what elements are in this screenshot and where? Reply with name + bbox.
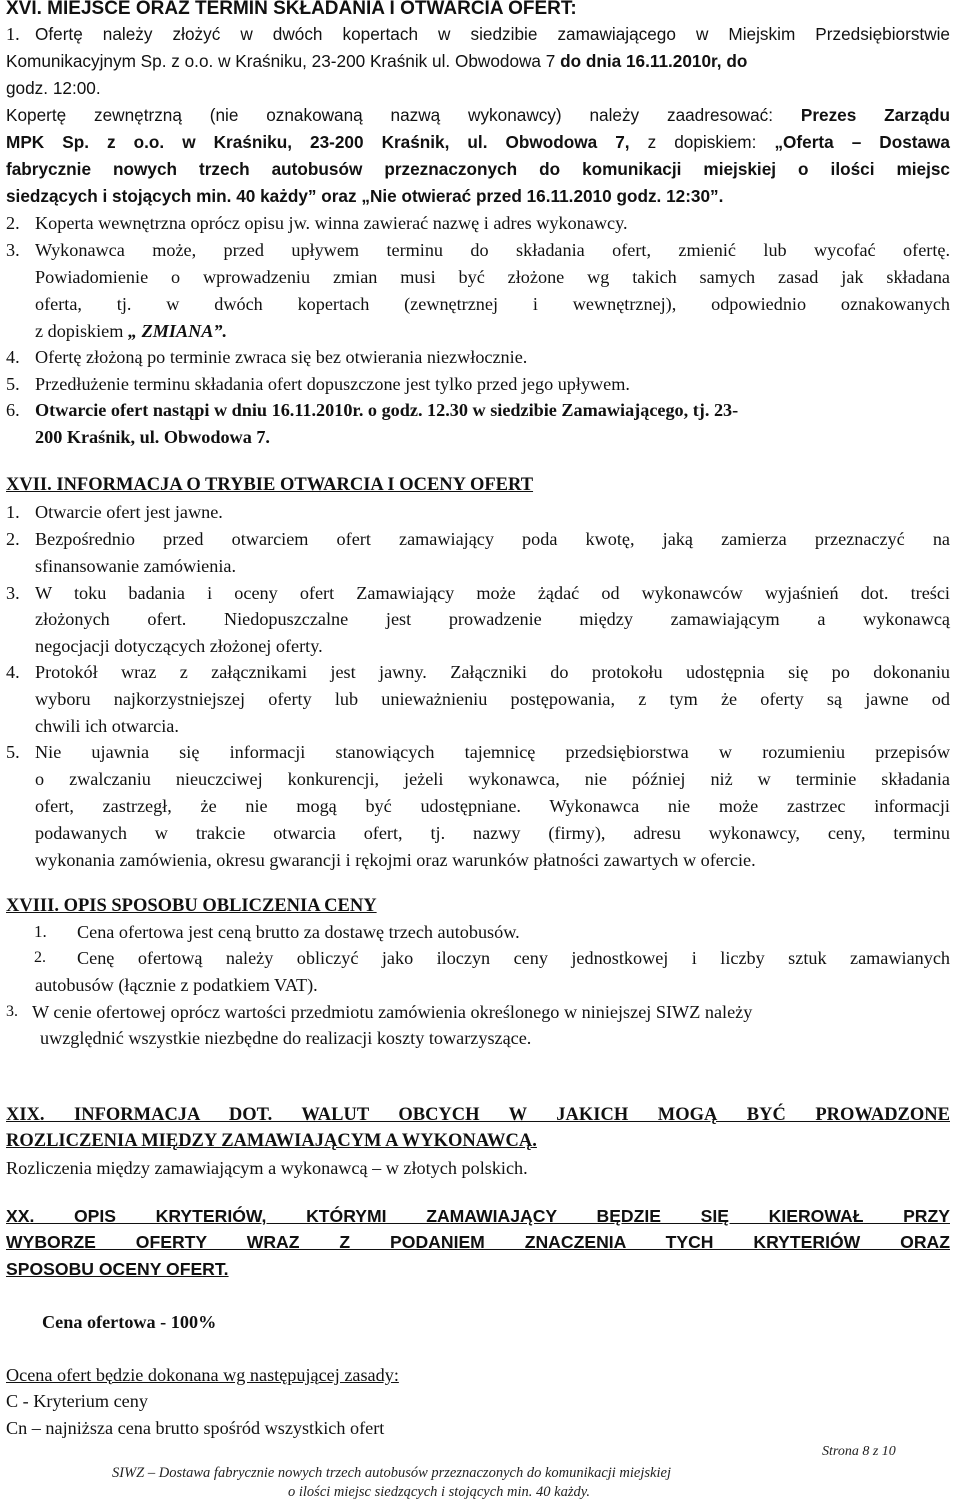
s17-item-3-num: 3. [6,583,20,603]
s18-item-2-line: Cenę ofertową należy obliczyć jako iloczyn ceny jednostkowej i liczby sztuk zamawianych [77,948,950,968]
s17-item-5-line: Nie ujawnia się informacji stanowiących tajemnicę przedsiębiorstwa w rozumieniu przepisów [35,742,950,762]
section-19-heading-line2: ROZLICZENIA MIĘDZY ZAMAWIAJĄCYM A WYKONAWCĄ. [6,1131,537,1151]
s17-item-1-num: 1. [6,502,20,522]
s17-item-3-line: W toku badania i oceny ofert Zamawiający może żądać od wykonawców wyjaśnień dot. treści [35,583,950,603]
s16-item-3-line: oferta, tj. w dwóch kopertach (zewnętrznej i wewnętrznej), odpowiednio oznakowanych [35,294,950,314]
s16-item-1-line: fabrycznie nowych trzech autobusów przeznaczonych do komunikacji miejskiej o ilości miejsc [6,159,950,179]
criterion-c-definition: C - Kryterium ceny [6,1391,148,1411]
criterion-cn-definition: Cn – najniższa cena brutto spośród wszystkich ofert [6,1418,385,1438]
s17-item-2-line: sfinansowanie zamówienia. [35,556,237,576]
s16-item-4-num: 4. [6,347,20,367]
s18-item-3-line: W cenie ofertowej oprócz wartości przedmiotu zamówienia określonego w niniejszej SIWZ należy [32,1002,753,1022]
s17-item-1-text: Otwarcie ofert jest jawne. [35,502,223,522]
section-20-heading-line2: WYBORZE OFERTY WRAZ Z PODANIEM ZNACZENIA TYCH KRYTERIÓW ORAZ [6,1232,950,1252]
s16-item-3-num: 3. [6,240,20,260]
s17-item-4-line: Protokół wraz z załącznikami jest jawny. Załączniki do protokołu udostępnia się po dokonaniu [35,662,950,682]
section-20-heading-line3: SPOSOBU OCENY OFERT. [6,1259,229,1279]
s17-item-5-num: 5. [6,742,20,762]
s16-item-5-num: 5. [6,374,20,394]
s18-item-1-text: Cena ofertowa jest ceną brutto za dostawę trzech autobusów. [77,922,520,942]
s17-item-3-line: złożonych ofert. Niedopuszczalne jest prowadzenie między zamawiającym a wykonawcą [35,609,950,629]
s17-item-5-line: ofert, zastrzegł, że nie mogą być udostępniane. Wykonawca nie może zastrzec informacji [35,796,950,816]
s16-item-1-line: siedzących i stojących min. 40 każdy” oraz „Nie otwierać przed 16.11.2010 godz. 12:30”. [6,186,724,206]
s16-item-6-line: Otwarcie ofert nastąpi w dniu 16.11.2010r. o godz. 12.30 w siedzibie Zamawiającego, tj. 23- [35,400,739,420]
s16-item-3-line: Wykonawca może, przed upływem terminu do składania ofert, zmienić lub wycofać ofertę. [35,240,950,260]
section-16-heading: XVI. MIEJSCE ORAZ TERMIN SKŁADANIA I OTWARCIA OFERT: [6,0,577,19]
s17-item-3-line: negocjacji dotyczących złożonej oferty. [35,636,323,656]
s18-item-3-line: uwzględnić wszystkie niezbędne do realizacji koszty towarzyszące. [40,1028,532,1048]
s17-item-4-num: 4. [6,662,20,682]
page-number: Strona 8 z 10 [822,1444,896,1459]
s16-item-1-line: Komunikacyjnym Sp. z o.o. w Kraśniku, 23-200 Kraśnik ul. Obwodowa 7 do dnia 16.11.2010r, do [6,51,748,71]
s16-item-5-text: Przedłużenie terminu składania ofert dopuszczone jest tylko przed jego upływem. [35,374,630,394]
s16-item-4-text: Ofertę złożoną po terminie zwraca się bez otwierania niezwłocznie. [35,347,528,367]
s18-item-2-num: 2. [34,949,46,966]
s17-item-5-line: wykonania zamówienia, okresu gwarancji i rękojmi oraz warunków płatności zawartych w ofercie. [35,850,756,870]
s16-item-1-line: Ofertę należy złożyć w dwóch kopertach w siedzibie zamawiającego w Miejskim Przedsiębiorstwie [35,24,950,44]
s16-item-3-line: z dopiskiem „ ZMIANA”. [35,321,227,341]
s18-item-2-line: autobusów (łącznie z podatkiem VAT). [35,975,318,995]
s16-item-1-num: 1. [6,24,20,44]
footer-line-1: SIWZ – Dostawa fabrycznie nowych trzech autobusów przeznaczonych do komunikacji miejskiej [112,1465,671,1481]
s16-item-1-line: godz. 12:00. [6,78,101,98]
section-18-heading: XVIII. OPIS SPOSOBU OBLICZENIA CENY [6,896,377,916]
s16-item-1-line: Kopertę zewnętrzną (nie oznakowaną nazwą wykonawcy) należy zaadresować: Prezes Zarządu [6,105,950,125]
s16-item-2-num: 2. [6,213,20,233]
s17-item-2-line: Bezpośrednio przed otwarciem ofert zamawiający poda kwotę, jaką zamierza przeznaczyć na [35,529,950,549]
section-20-heading: XX. OPIS KRYTERIÓW, KTÓRYMI ZAMAWIAJĄCY BĘDZIE SIĘ KIEROWAŁ PRZY [6,1206,950,1226]
s16-item-3-line: Powiadomienie o wprowadzeniu zmian musi być złożone wg takich samych zasad jak składana [35,267,950,287]
s17-item-4-line: wyboru najkorzystniejszej oferty lub unieważnieniu postępowania, z tym że oferty są jawne od [35,689,950,709]
section-19-heading: XIX. INFORMACJA DOT. WALUT OBCYCH W JAKICH MOGĄ BYĆ PROWADZONE [6,1105,950,1125]
s16-item-6-line: 200 Kraśnik, ul. Obwodowa 7. [35,427,270,447]
footer-line-2: o ilości miejsc siedzących i stojących min. 40 każdy. [288,1484,591,1500]
s16-item-6-num: 6. [6,400,20,420]
s18-item-1-num: 1. [34,922,47,941]
s18-item-3-num: 3. [6,1003,18,1020]
evaluation-rule: Ocena ofert będzie dokonana wg następującej zasady: [6,1365,399,1385]
s16-item-1-line: MPK Sp. z o.o. w Kraśniku, 23-200 Kraśnik, ul. Obwodowa 7, z dopiskiem: „Oferta – Dostawa [6,132,950,152]
s17-item-5-line: o zwalczaniu nieuczciwej konkurencji, jeżeli wykonawca, nie później niż w terminie składania [35,769,950,789]
s16-item-2-text: Koperta wewnętrzna oprócz opisu jw. winna zawierać nazwę i adres wykonawcy. [35,213,628,233]
s17-item-2-num: 2. [6,529,20,549]
s17-item-5-line: podawanych w trakcie otwarcia ofert, tj. nazwy (firmy), adresu wykonawcy, ceny, terminu [35,823,950,843]
s17-item-4-line: chwili ich otwarcia. [35,716,179,736]
section-19-text: Rozliczenia między zamawiającym a wykonawcą – w złotych polskich. [6,1158,528,1178]
criterion-price: Cena ofertowa - 100% [42,1312,217,1332]
section-17-heading: XVII. INFORMACJA O TRYBIE OTWARCIA I OCENY OFERT [6,475,534,495]
